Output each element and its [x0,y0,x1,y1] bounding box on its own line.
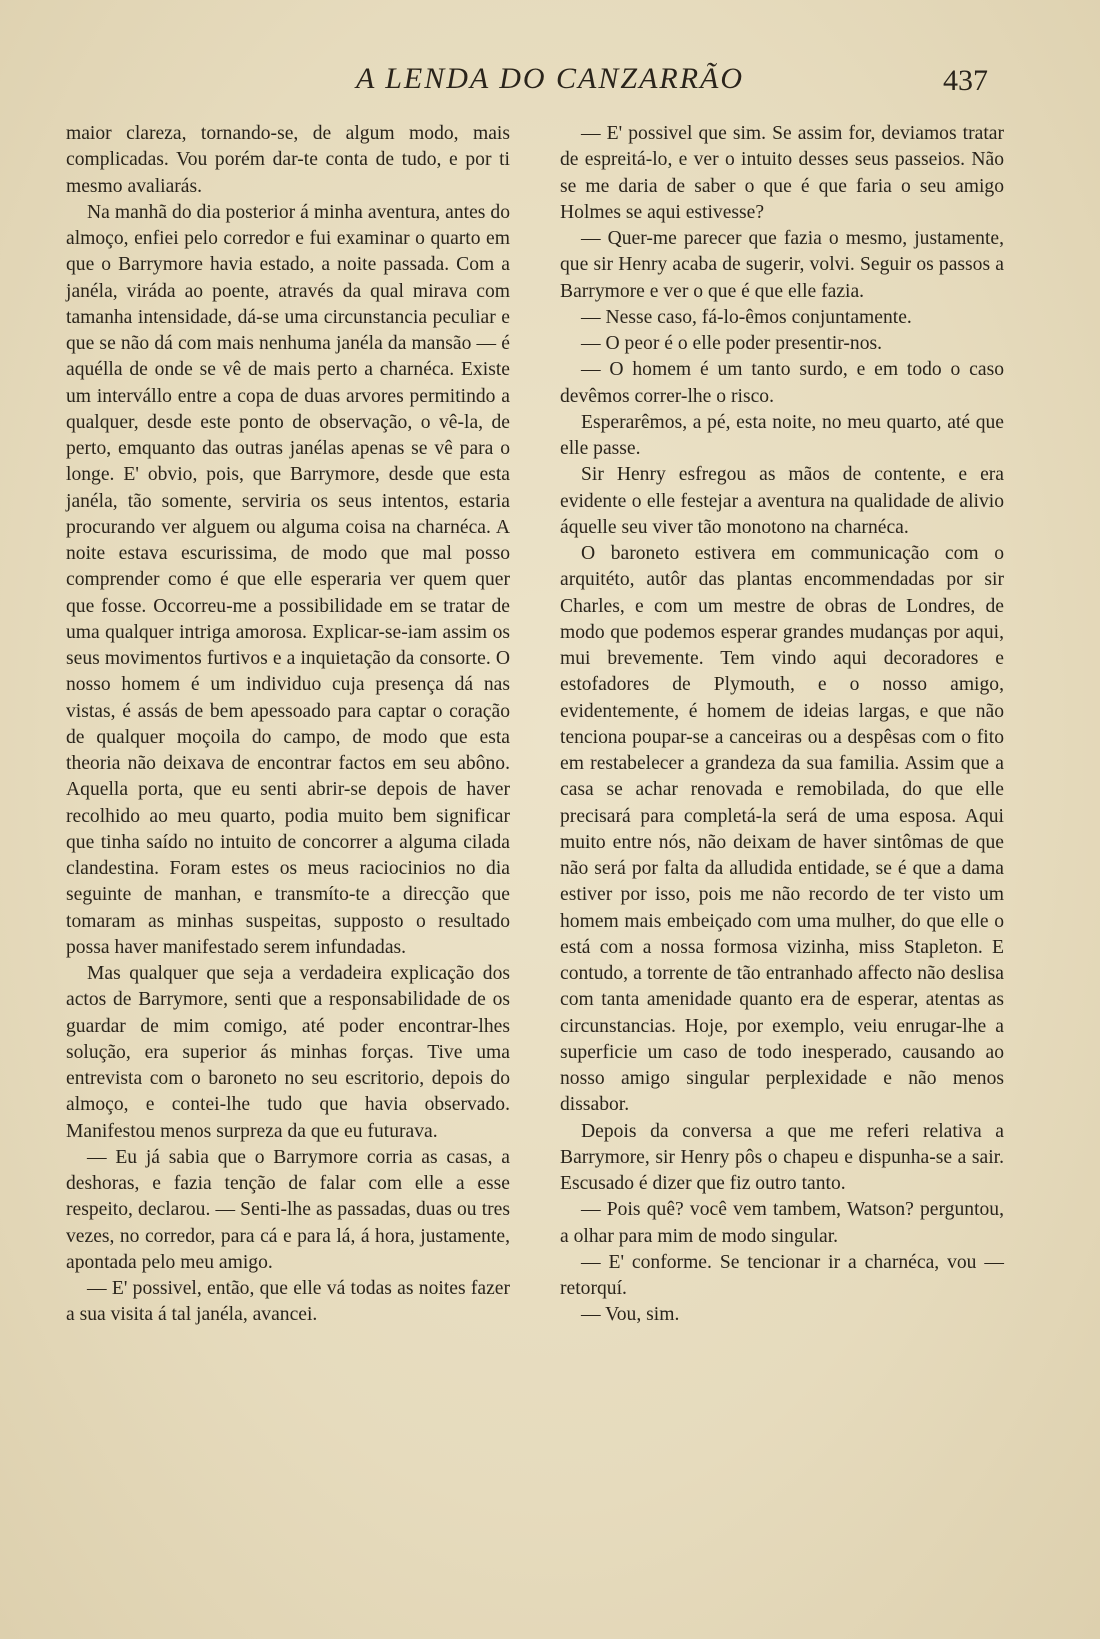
paragraph: Sir Henry esfregou as mãos de contente, e era evidente o elle festejar a aventura na qualidade de alivio áquelle seu viver tão monotono na charnéca. [560,464,1004,538]
paragraph: — E' possivel, então, que elle vá todas as noites fazer a sua visita á tal janéla, avancei. [66,1278,510,1326]
paragraph: — E' conforme. Se tencionar ir a charnéca, vou — retorquí. [560,1251,1004,1299]
paragraph: — Vou, sim. [581,1304,680,1326]
paragraph: — Eu já sabia que o Barrymore corria as casas, a deshoras, e fazia tenção de falar com elle a esse respeito, declarou. — Senti-lhe as passadas, duas ou tres vezes, no corredor, para cá e para lá, á hora, justamente, apontada pelo meu amigo. [66,1146,510,1273]
paragraph: Na manhã do dia posterior á minha aventura, antes do almoço, enfiei pelo corredor e fui examinar o quarto em que o Barrymore havia estado, a noite passada. Com a janéla, viráda ao poente, através da qual mirava com tamanha intensidade, dá-se uma circunstancia peculiar e que se não dá com mais nenhuma janéla da mansão — é aquélla de onde se vê de mais perto a charnéca. Existe um intervállo entre a copa de duas arvores permitindo a qualquer, desde este ponto de observação, o vê-la, de perto, emquanto das outras janélas apenas se vê para o longe. E' obvio, pois, que Barrymore, desde que esta janéla, tão somente, serviria os seus intentos, estaria procurando ver alguem ou alguma coisa na charnéca. A noite estava escurissima, de modo que mal posso comprender como é que elle esperaria ver quem quer que fosse. Occorreu-me a possibilidade em se tratar de uma qualquer intriga amorosa. Explicar-se-iam assim os seus movimentos furtivos e a inquietação da consorte. O nosso homem é um individuo cuja presença dá nas vistas, é assás de bem apessoado para captar o coração de qualquer moçoila do campo, de modo que esta theoria não deixava de encontrar factos em seu abôno. Aquella porta, que eu senti abrir-se depois de haver recolhido ao meu quarto, podia muito bem significar que tinha saído no intuito de concorrer a alguma cilada clandestina. Foram estes os meus raciocinios no dia seguinte de manhan, e transmíto-te a direcção que tomaram as minhas suspeitas, supposto o resultado possa haver manifestado serem infundadas. [66,201,510,958]
page-header [0,62,1100,102]
paragraph: maior clareza, tornando-se, de algum modo, mais complicadas. Vou porém dar-te conta de tudo, e por ti mesmo avaliarás. [66,123,510,197]
paragraph: — O homem é um tanto surdo, e em todo o caso devêmos correr-lhe o risco. [560,359,1004,407]
running-title: A LENDA DO CANZARRÃO [355,62,745,95]
right-column [560,121,1004,1329]
paragraph: Depois da conversa a que me referi relativa a Barrymore, sir Henry pôs o chapeu e dispunha-se a sair. Escusado é dizer que fiz outro tanto. [560,1120,1004,1194]
paragraph: Esperarêmos, a pé, esta noite, no meu quarto, até que elle passe. [560,411,1004,459]
paragraph: — O peor é o elle poder presentir-nos. [581,333,883,354]
paragraph: — E' possivel que sim. Se assim for, deviamos tratar de espreitá-lo, e ver o intuito desses seus passeios. Não se me daria de saber o que é que faria o seu amigo Holmes se aqui estivesse? [560,123,1004,223]
paragraph: O baroneto estivera em communicação com o arquitéto, autôr das plantas encommendadas por sir Charles, e com um mestre de obras de Londres, de modo que podemos esperar grandes mudanças por aqui, mui brevemente. Tem vindo aqui decoradores e estofadores de Plymouth, e o nosso amigo, evidentemente, é homem de ideias largas, e que não tenciona poupar-se a canceiras ou a despêsas com o fito em restabelecer a grandeza da sua familia. Assim que a casa se achar renovada e remobilada, do que elle precisará para completá-la será de uma esposa. Aqui muito entre nós, não deixam de haver sintômas de que não será por falta da alludida entidade, se é que a dama estiver por isso, pois me não recordo de ter visto um homem mais embeiçado com uma mulher, do que elle o está com a nossa formosa vizinha, miss Stapleton. E contudo, a torrente de tão entranhado affecto não deslisa com tanta amenidade quanto era de esperar, atentas as circunstancias. Hoje, por exemplo, veiu enrugar-lhe a superficie um caso de todo inesperado, causando ao nosso amigo singular perplexidade e não menos dissabor. [560,543,1004,1116]
left-column [66,121,510,1329]
paragraph: — Pois quê? você vem tambem, Watson? perguntou, a olhar para mim de modo singular. [560,1199,1004,1247]
paragraph: Mas qualquer que seja a verdadeira explicação dos actos de Barrymore, senti que a responsabilidade de os guardar de mim comigo, até poder encontrar-lhes solução, era superior ás minhas forças. Tive uma entrevista com o baroneto no seu escritorio, depois do almoço, e contei-lhe tudo que havia observado. Manifestou menos surpreza da que eu futurava. [66,963,510,1142]
page-number: 437 [943,64,988,97]
paragraph: — Nesse caso, fá-lo-êmos conjuntamente. [581,306,912,328]
paragraph: — Quer-me parecer que fazia o mesmo, justamente, que sir Henry acaba de sugerir, volvi. Seguir os passos a Barrymore e ver o que é que elle fazia. [560,228,1004,302]
